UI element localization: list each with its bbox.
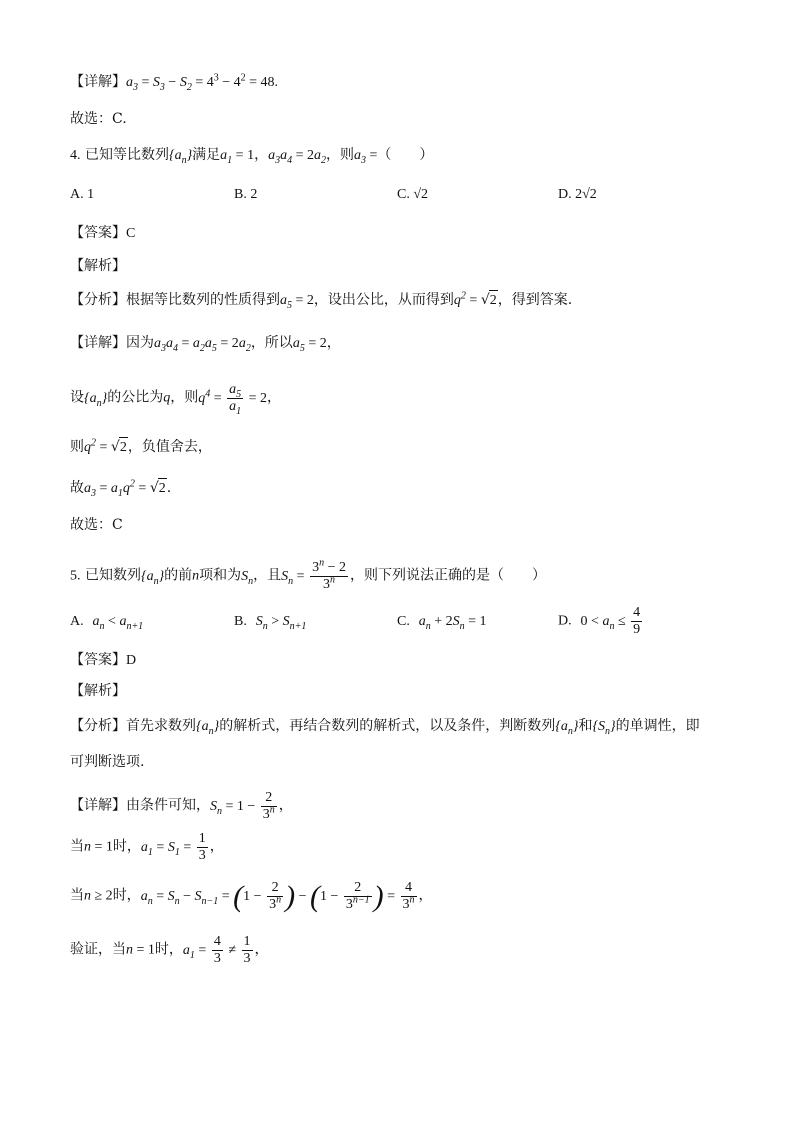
- option-letter: C.: [397, 614, 410, 629]
- q5-sn-expr: $S_n$ = $\frac{3^n - 2}{3^n}$: [281, 557, 346, 592]
- option-value: 2: [250, 187, 258, 202]
- q4-fenxi-text-c: ，得到答案.: [497, 292, 573, 308]
- q5-analysis-tag: 【解析】: [70, 683, 126, 699]
- q5-l2-cond: n = 1: [84, 839, 113, 855]
- q5-seq-a: $\{a_n\}$: [196, 719, 220, 737]
- q4-option-c: [397, 187, 428, 203]
- q4-stem-paren: （ ）: [377, 147, 434, 163]
- q4-line2-text-c: ，则: [170, 389, 199, 406]
- option-letter: B.: [234, 614, 247, 629]
- answer-tag: 【答案】: [70, 225, 126, 241]
- q5-seq: $\{a_n\}$: [140, 568, 165, 587]
- q5-answer-line: [70, 650, 136, 671]
- q5-detail: [70, 790, 293, 823]
- q4-line4-expr: $a_3 = a_1q^2 = √2$: [84, 478, 166, 499]
- q4-detail: [70, 333, 341, 354]
- q5-fenxi-line2: 可判断选项.: [70, 754, 145, 770]
- q4-line4: [70, 478, 171, 499]
- q4-seq2: $\{a_n\}$: [84, 390, 108, 409]
- q4-line2-text: 设: [70, 389, 84, 406]
- q3-detail-expr: $a_3 = S_3 - S_2 = 4^3 - 4^2 = 48$.: [126, 72, 279, 93]
- q4-analysis-tag: 【解析】: [70, 258, 126, 274]
- q5-option-c: [397, 613, 487, 630]
- q5-l2-text: 当: [70, 838, 84, 855]
- q4-detail-text-c: ，: [326, 335, 341, 351]
- fenxi-tag: 【分析】: [70, 292, 126, 308]
- q5-stem-text-d: ，且: [253, 567, 282, 584]
- q5-l3-text: 当: [70, 887, 84, 904]
- q4-stem: [70, 145, 433, 166]
- q4-detail-expr: $a_3a_4 = a_2a_5 = 2a_2$: [154, 336, 251, 354]
- fenxi-tag: 【分析】: [70, 718, 126, 734]
- q5-option-a: [70, 613, 143, 630]
- q4-line4-text: 故: [70, 480, 84, 496]
- q3-detail-line: [70, 72, 278, 93]
- q4-stem-text-b: 满足: [192, 147, 221, 163]
- q5-l4-text-c: ，: [254, 941, 269, 958]
- q4-line2-text-d: ，: [267, 389, 282, 406]
- q5-stem-text: 已知数列: [84, 567, 141, 584]
- q5-l2-expr: $a_1 = S_1$ = $\frac{1}{3}$: [140, 831, 206, 863]
- q5-fenxi: [70, 716, 700, 737]
- answer-tag: 【答案】: [70, 652, 126, 668]
- q4-detail-expr2: $a_5 = 2$: [292, 336, 327, 354]
- n-var: n: [192, 568, 200, 584]
- q5-fenxi-text: 首先求数列: [126, 718, 196, 734]
- option-value: 2√2: [575, 187, 597, 202]
- q4-detail-text-b: ，所以: [250, 335, 293, 351]
- q4-answer: C: [126, 226, 136, 241]
- q4-stem-text-d: ，则: [325, 147, 354, 163]
- q4-detail-text: 因为: [126, 335, 154, 351]
- q4-answer-line: [70, 223, 135, 244]
- q5-line-verify: [70, 934, 269, 967]
- q5-seq-a2: $\{a_n\}$: [555, 719, 579, 737]
- q5-stem-text-b: 的前: [164, 567, 193, 584]
- q5-l4-text-b: 时，: [154, 941, 183, 958]
- q-var: q: [163, 390, 171, 406]
- q5-l2-text-c: ，: [209, 838, 224, 855]
- q5-line-n2: [70, 880, 433, 913]
- q5-l4-expr: $a_1$ = $\frac{4}{3}$ ≠ $\frac{1}{3}$: [182, 934, 251, 966]
- option-value: 1: [87, 187, 95, 202]
- detail-tag: 【详解】: [70, 797, 126, 814]
- option-letter: C.: [397, 187, 410, 202]
- q4-seq: $\{a_n\}$: [168, 148, 193, 166]
- q5-stem-text-e: ，则下列说法正确的是（ ）: [349, 567, 546, 584]
- q4-line2-text-b: 的公比为: [107, 389, 164, 406]
- q5-l4-text: 验证，当: [70, 941, 126, 958]
- q5-stem-text-c: 项和为: [199, 567, 242, 584]
- q4-fenxi-expr1: $a_5 = 2$: [280, 293, 314, 311]
- q4-cond2: $a_3a_4 = 2a_2$: [268, 148, 326, 166]
- option-letter: D.: [558, 187, 572, 202]
- q4-stem-text: 已知等比数列: [84, 147, 169, 163]
- q5-detail-expr: $S_n = 1$ − $\frac{2}{3^n}$: [210, 790, 275, 822]
- q4-choose: 故选：C: [70, 517, 123, 533]
- q4-fenxi-text: 根据等比数列的性质得到: [126, 292, 280, 308]
- q4-fenxi-expr2: $q^2 = √2$: [454, 293, 498, 308]
- option-value: $a_n + 2S_n = 1$: [418, 614, 487, 632]
- q5-l3-text-b: 时，: [112, 887, 141, 904]
- q5-l3-cond: n ≥ 2: [84, 888, 113, 904]
- q4-option-a: [70, 187, 94, 203]
- q4-ratio-expr: $q^4$ = $\frac{a_5}{a_1}$ = 2: [198, 382, 268, 417]
- detail-tag: 【详解】: [70, 74, 126, 90]
- q5-line-n1: [70, 831, 224, 864]
- q5-l2-text-b: 时，: [112, 838, 141, 855]
- option-value: √2: [413, 187, 429, 202]
- detail-tag: 【详解】: [70, 335, 126, 351]
- q4-option-d: [558, 187, 597, 203]
- option-value: $a_n < a_{n+1}$: [92, 614, 144, 632]
- q5-detail-text-b: ，: [278, 797, 293, 814]
- option-value: $0 < a_n$ ≤ $\frac{4}{9}$: [580, 605, 641, 637]
- q5-answer: D: [126, 653, 137, 668]
- q5-sn: $S_n$: [241, 568, 254, 587]
- option-value: $S_n > S_{n+1}$: [255, 614, 307, 632]
- q5-fenxi-text-b: 的解析式，再结合数列的解析式，以及条件，判断数列: [219, 718, 556, 734]
- q4-line3-text: 则: [70, 439, 84, 455]
- q5-l3-text-c: ，: [418, 887, 433, 904]
- q5-option-b: [234, 613, 306, 630]
- q4-target: $a_3$ =: [353, 148, 378, 166]
- q5-fenxi-text-c: 和: [578, 718, 593, 734]
- option-letter: D.: [558, 613, 572, 629]
- q4-line3-text-b: ，负值舍去，: [127, 439, 212, 455]
- q5-seq-s: $\{S_n\}$: [592, 719, 616, 737]
- q4-option-b: [234, 187, 257, 203]
- q4-cond1: $a_1 = 1$: [220, 148, 255, 166]
- option-letter: A.: [70, 187, 84, 202]
- q4-line3: [70, 437, 212, 458]
- q4-stem-text-c: ，: [254, 147, 269, 163]
- q4-line3-expr: $q^2 = √2$: [84, 440, 128, 455]
- q5-fenxi-text-d: 的单调性，即: [615, 718, 700, 734]
- q3-choose: 故选：C.: [70, 111, 127, 127]
- q4-ratio-line: [70, 382, 281, 415]
- q5-detail-text: 由条件可知，: [126, 797, 210, 814]
- q4-fenxi-text-b: ，设出公比，从而得到: [313, 292, 454, 308]
- q5-number: 5.: [70, 568, 81, 584]
- q4-number: 4.: [70, 148, 81, 163]
- option-letter: B.: [234, 187, 247, 202]
- q5-stem: [70, 557, 546, 593]
- q4-fenxi: [70, 290, 572, 311]
- q5-l3-expr: $a_n = S_n - S_{n-1} = (1$ − $\frac{2}{3^n}$ ) − (1 − $\frac{2}{3^{n-1}}$ ) = $\frac{4}{3^n}$: [140, 879, 415, 913]
- q4-line4-text-b: .: [166, 480, 172, 496]
- q5-l4-cond: n = 1: [126, 942, 155, 958]
- q5-option-d: [558, 605, 644, 638]
- option-letter: A.: [70, 614, 84, 629]
